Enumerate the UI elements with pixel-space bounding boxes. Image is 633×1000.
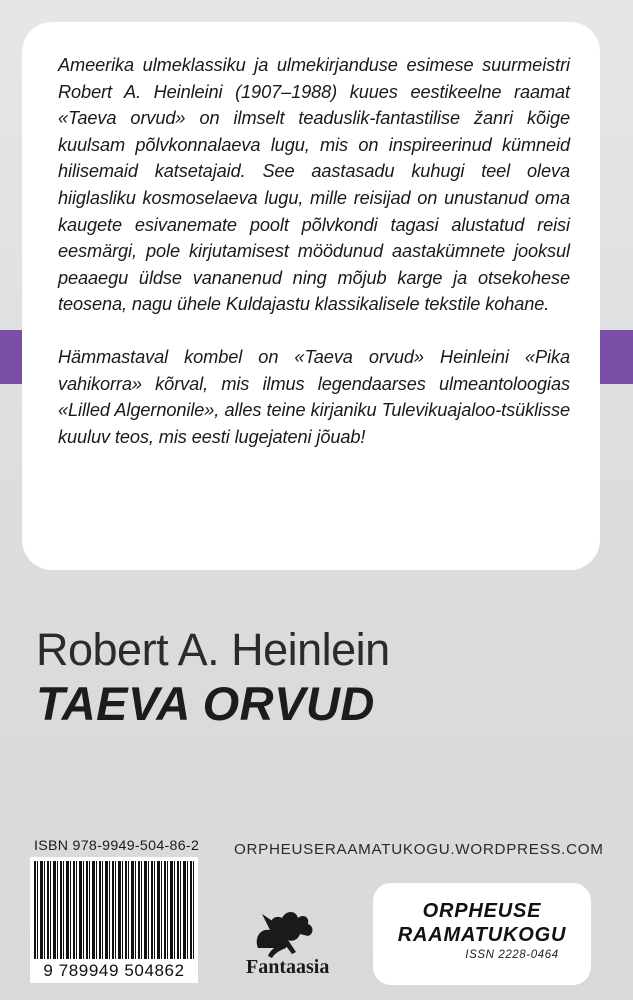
publisher-name: Fantaasia — [246, 956, 330, 978]
series-issn: ISSN 2228-0464 — [465, 949, 559, 961]
author-name: Robert A. Heinlein — [36, 624, 390, 675]
blurb-panel — [22, 22, 600, 570]
barcode — [30, 857, 198, 983]
barcode-bars — [34, 861, 194, 959]
blurb-paragraph-2: Hämmastaval kombel on «Taeva orvud» Heinleini «Pika vahikorra» kõrval, mis ilmus legendaarses ulmeantoloogias «Lilled Algernonile», alles teine kirjaniku Tulevikuajaloo-tsüklisse kuuluv teos, mis eesti lugejateni jõuab! — [58, 346, 570, 447]
series-badge — [373, 883, 591, 985]
accent-band-right — [597, 330, 633, 384]
blurb-paragraph-1: Ameerika ulmeklassiku ja ulmekirjanduse esimese suurmeistri Robert A. Heinleini (1907–1988) kuues eestikeelne raamat «Taeva orvud» on ilmselt teaduslik-fantastilise žanri kõige kuulsam põlvkonnalaeva lugu, mis on inspireerinud kümneid hilisemaid katsetajaid. See aastasadu kuhugi teel oleva hiiglasliku kosmoselaeva lugu, mille reisijad on unustanud oma kaugete esivanemate poolt põlvkondi tagasi alustatud reisi eesmärgi, pole kirjutamisest möödunud aastakümnete jooksul peaaegu üldse vananenud ning mõjub karge ja otsekohese teosena, nagu ühele Kuldajastu klassikalisele tekstile kohane. — [58, 55, 570, 315]
book-title: TAEVA ORVUD — [36, 677, 375, 730]
series-name-line2: RAAMATUKOGU — [397, 924, 567, 946]
publisher-website: ORPHEUSERAAMATUKOGU.WORDPRESS.COM — [234, 841, 604, 858]
isbn-label: ISBN 978-9949-504-86-2 — [34, 838, 200, 854]
barcode-digits: 9 789949 504862 — [32, 961, 196, 981]
series-name-line1: ORPHEUSE — [422, 900, 542, 922]
